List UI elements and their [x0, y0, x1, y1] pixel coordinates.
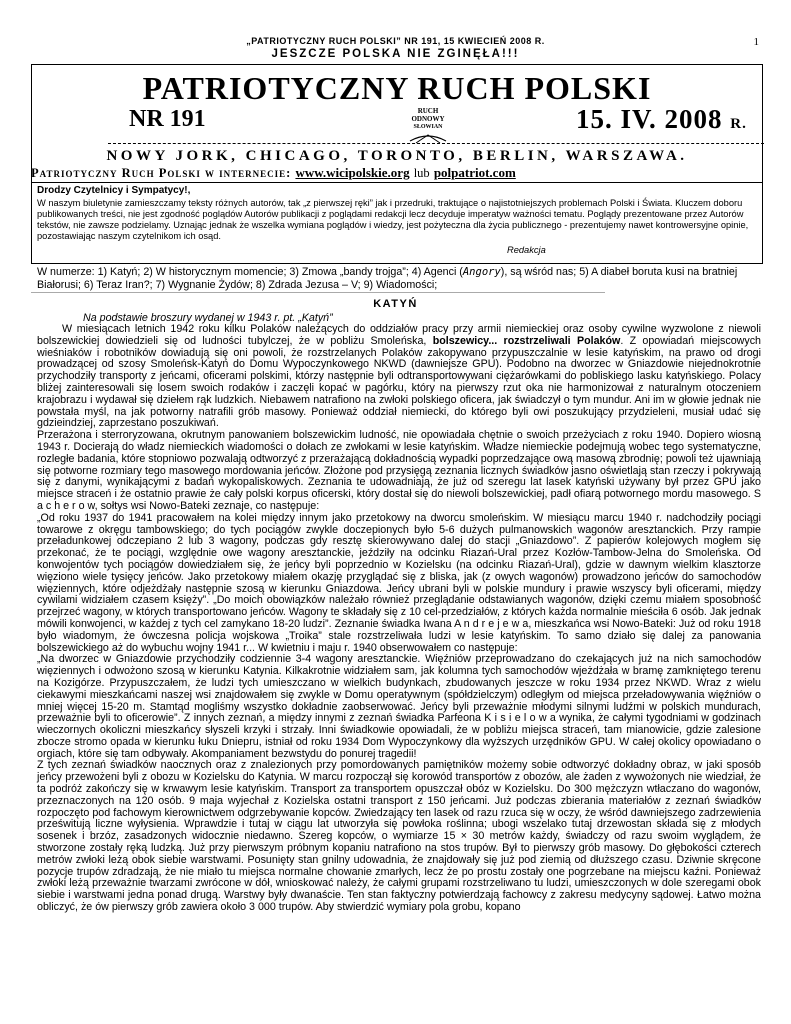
paragraph-1-text-b: . Z opowiadań miejscowych wieśniaków i robotników dowiadują się oni powoli, że rozstrzelanych Polaków zakopywano przypuszczalnie w lesie katyńskim, na prawo od drogi prowadzącej od szosy Smoleńsk-Katyń do Domu Wypoczynkowego NKWD (dawniejsze GPU). Podobno na dworzec w Gniazdowie niejednokrotnie przychodziły transporty z jeńcami, oficerami polskimi, którzy następnie byli odtransportowywani ciężarówkami do pobliskiego lasku katyńskiego. Polacy bliżej zainteresowali się losem swoich rodaków i zaczęli kopać w pagórku, który na pierwszy rzut oka nie harmonizował z naturalnym otoczeniem krajobrazu i wydawał się dziełem rąk ludzkich. Niebawem natrafiono na zwłoki polskiego oficera, jak świadczył o tym mundur. Ani im w głowie jednak nie powstała myśl, na jak potworny natrafili grób masowy. Ponieważ oddział niemiecki, do którego byli owi poszukujący przydzieleni, musiał udać się gdzieindziej, zaprzestano poszukiwań.	[37, 334, 761, 430]
link-separator: lub	[413, 166, 430, 180]
running-header: „PATRIOTYCZNY RUCH POLSKI” NR 191, 15 KWIECIEŃ 2008 R.	[246, 36, 545, 46]
internet-line	[31, 165, 516, 181]
intro-greeting: Drodzy Czytelnicy i Sympatycy!,	[37, 185, 191, 196]
paragraph-5: Z tych zeznań świadków naocznych oraz z znalezionych przy pomordowanych pamiętników możemy sobie odtworzyć dokładny obraz, w jaki sposób jeńcy przewożeni byli z obozu w Kozielsku do Katynia. W marcu rozpoczął się korowód transportów z obozów, ale żaden z wywożonych nie wiedział, że ta podróż zakończy się w krwawym lesie katyńskim. Transport za transportem opuszczał obóz w Kozielsku. Do 300 mężczyzn wtłaczano do wagonów, przeznaczonych na 120 osób. 9 maja wyjechał z Kozielska ostatni transport z 150 jeńcami. Już podczas zbierania materiałów z zeznań świadków rozpoczęto pod fachowym kierownictwem odgrzebywanie kopców. Zwiedzający ten lasek od razu rzuca się w oczy, że wśród dawniejszego zadrzewienia prześwitują liczne wyłysienia. Wprawdzie i tutaj w ciągu lat utworzyła się powłoka roślinna; ubogi wszelako tutaj drzewostan składa się z młodych sosenek i brzóz, zasadzonych widocznie niedawno. Szereg kopców, o wymiarze 15 × 30 metrów każdy, świadczy od razu swoim wyglądem, że stworzone zostały ręką ludzką. Już przy pierwszym próbnym kopaniu natrafiono na stos trupów. Był to pierwszy grób masowy. Do głębokości czterech metrów zwłoki leżą obok siebie warstwami. Posunięty stan gnilny udowadnia, że znajdowały się już pod ziemią od dłuższego czasu. Dziwnie skręcone pozycje trupów zdradzają, że nie miało tu miejsca normalne chowanie zmarłych, lecz że po prostu zostały one pogrzebane na miejscu kaźni. Ponieważ zwłoki leżą przeważnie twarzami zwrócone w dół, wnioskować należy, że całymi grupami rozstrzeliwano tu ludzi, umieszczonych w dole szeregami obok siebie i warstwami jedna ponad drugą. Warstwy były dwanaście. Ten stan faktyczny potwierdzają fachowcy z zakresu medycyny sądowej. Łatwo można obliczyć, że ów pierwszy grób zawiera około 3 000 trupów. Aby stwierdzić wymiary pola grobu, kopano	[37, 759, 761, 914]
page-number: 1	[753, 36, 759, 48]
intro-text: W naszym biuletynie zamieszczamy teksty różnych autorów, tak „z pierwszej ręki” jak i przedruki, traktujące o najistotniejszych problemach Polski i Świata. Kluczem doboru publikowanych treści, nie jest zgodność poglądów Autorów publikacji z poglądami redakcji lecz decyduje imperatyw ważności tematu. Poglądy prezentowane przez Autorów tekstów, nie zawsze podzielamy. Uznając jednak że wszelka wymiana poglądów i wiedzy, jest pożyteczna dla życia publicznego - prezentujemy nawet kontrowersyjne opinie, pozostawiając naszym czytelnikom ich osąd.	[37, 198, 749, 241]
ruch-odnowy-logo	[404, 107, 452, 139]
paragraph-4-text-a: „Na dworzec w Gniazdowie przychodziły codziennie 3-4 wagony aresztanckie. Więźniów przeprowadzano do czekających już na nich samochodów więziennych i odwożono szosą w kierunku Katynia. Kilkakrotnie widziałem sam, jak kolumna tych samochodów wjeżdżała w bramę zamkniętego terenu na Kozigórze. Przypuszczałem, że ludzi tych umieszczano w wielkich budynkach, zbudowanych jeszcze w roku 1934 przez NKWD. Wraz z wielu ciekawymi mieszkańcami naszej wsi znajdowałem się zwykle w Domu operatywnym (spółdzielczym) odległym od miejsca przeładowywania więźniów o mniej więcej 15-20 m. Stamtąd mogliśmy wszystko dokładnie zaobserwować. Jeńcy byli przeważnie młodymi silnymi ludźmi w polskich mundurach, przeważnie byli to oficerowie”. Z innych zeznań, a między innymi z zeznań świadka Parfeona	[37, 653, 761, 725]
contents-angory: Angory	[462, 266, 501, 278]
paragraph-1-emphasis: bolszewicy... rozstrzeliwali Polaków	[432, 334, 621, 347]
logo-text-top: RUCH ODNOWY	[411, 107, 445, 123]
witness-sacherow: S a c h e r o w	[37, 488, 761, 512]
witness-kisielow: K i s i e l o w a	[484, 712, 556, 725]
issue-date-suffix: R.	[730, 116, 747, 132]
issue-number: NR 191	[129, 106, 206, 132]
logo-text-bottom: SŁOWIAN	[413, 124, 443, 130]
internet-label: Patriotyczny Ruch Polski w internecie:	[31, 166, 292, 180]
article-body	[37, 324, 761, 914]
link-wicipolskie[interactable]: www.wicipolskie.org	[295, 165, 410, 180]
paragraph-1-text-a: W miesiącach letnich 1942 roku kilku Polaków należących do oddziałów pracy przy armii niemieckiej oraz osoby cywilne wyzwolone z niewoli bolszewickiej dowiedzieli się od ludności tubylczej, że w pobliżu Smoleńska,	[37, 323, 761, 347]
paragraph-2-text-a: Przerażona i sterroryzowana, okrutnym panowaniem bolszewickim ludność, nie opowiadała chętnie o swoich przeżyciach z roku 1940. Dopiero wiosną 1943 r. Docierają do władz niemieckich wiadomości o dołach ze zwłokami w lesie katyńskim. Władze niemieckie podejmują wobec tego systematyczne, rozległe badania, które stopniowo pozwalają odtworzyć z przerażającą dokładnością wypadki poprzedzające ową masową zbrodnię; powoli też ujawniają się potworne rozmiary tego masowego mordowania jeńców. Złożone pod przysięgą zeznania licznych świadków jasno oświetlają stan rzeczy i pokrywają się z danymi, wynikającymi z badań wykopaliskowych. Zeznania te udowadniają, że już od szeregu lat lasek katyński używany był przez GPU jako miejsce straceń i że ostatnio prawie że cały polski korpus oficerski, który dostał się do niewoli bolszewickiej, padł ofiarą potwornego mordu masowego.	[37, 429, 761, 501]
link-polpatriot[interactable]: polpatriot.com	[433, 165, 516, 180]
intro-signature: Redakcja	[507, 245, 546, 255]
contents-divider	[31, 292, 605, 293]
paragraph-2-text-b: , sołtys wsi Nowo-Bateki zeznaje, co następuje:	[94, 499, 320, 512]
masthead-divider	[108, 143, 764, 144]
internet-divider	[31, 182, 763, 183]
article-heading: KATYŃ	[373, 298, 418, 310]
paragraph-4-text-b: wynika, że całymi tygodniami w godzinach wieczornych okoliczni mieszkańcy słyszeli krzyki i strzały. Inni świadkowie opowiadali, że w pobliżu miejsca straceń, tam mianowicie, gdzie zalesione zbocze stromo opada w kierunku łuku Dniepru, istniał od roku 1934 Dom Wypoczynkowy dla wyższych urzędników GPU. W całej okolicy opowiadano o orgiach, które się tam odbywały. Akompaniament bezwstydu do ponurej tragedii!	[37, 712, 762, 760]
paragraph-3-text-b: , mieszkańca wsi Nowo-Bateki: Już od roku 1918 było wiadomym, że ówczesna policja wojskowa „Troika” stale rozstrzeliwała ludzi w lesie katyńskim. To samo działo się dalej za panowania bolszewickiego aż do wybuchu wojny 1941 r... W kwietniu i maju r. 1940 obserwowałem co następuje:	[37, 617, 761, 654]
paragraph-1	[37, 324, 761, 430]
table-of-contents	[37, 266, 761, 292]
contents-part1: W numerze: 1) Katyń; 2) W historycznym momencie; 3) Zmowa „bandy trojga”; 4) Agenci (	[37, 266, 463, 278]
article-subtitle: Na podstawie broszury wydanej w 1943 r. pt. „Katyń”	[83, 312, 333, 324]
witness-andrejew: A n d r e j e w a	[454, 617, 529, 630]
running-motto: JESZCZE POLSKA NIE ZGINĘŁA!!!	[271, 48, 520, 60]
issue-date	[576, 104, 747, 135]
paragraph-3	[37, 513, 761, 655]
contents-part2: ), są wśród nas; 5) A diabeł boruta kusi na bratniej Białorusi; 6) Teraz Iran?; 7) Wygnanie Żydów; 8) Zdrada Jezusa – V; 9) Wiadomości;	[37, 266, 738, 291]
issue-date-text: 15. IV. 2008	[576, 104, 723, 134]
paragraph-2	[37, 430, 761, 513]
cities-line: NOWY JORK, CHICAGO, TORONTO, BERLIN, WARSZAWA.	[106, 148, 688, 164]
masthead-title: PATRIOTYCZNY RUCH POLSKI	[142, 70, 652, 106]
paragraph-4	[37, 654, 761, 760]
paragraph-3-text-a: „Od roku 1937 do 1941 pracowałem na kolei między innym jako przetokowy na dworcu smoleńskim. W miesiącu marcu 1940 r. nadchodziły pociągi towarowe z okręgu tambowskiego; do tych pociągów zwykle doczepionych było 5-6 dużych pulmanowskich wagonów aresztanckich. Przy rampie przeładunkowej odczepiano 2 lub 3 wagony, podczas gdy resztę skierowywano dalej do stacji „Gniazdowo”. Z papierów kolejowych mogłem się przekonać, że te pociągi, względnie owe wagony aresztanckie, jeździły na odcinku Riazań-Ural przez Kozłów-Tambow-Jelna do Smoleńska. Od konwojentów tych pociągów dowiedziałem się, że jeńcy byli poprzednio w Kozielsku (na odcinku Riazań-Ural), gdzie w dawnym wielkim klasztorze więziono wiele tysięcy jeńców. Jako przetokowy miałem okazję przyglądać się z bliska, jak (z owych wagonów) prowadzono jeńców do samochodów więziennych, które odjeżdżały następnie szosą w kierunku Gniazdowa. Jeńcy ubrani byli w polskie mundury i prawie wszyscy byli oficerami, między cywilami widziałem czasem księży”. „Do moich obowiązków należało również przeglądanie odstawianych wagonów, dzięki czemu miałem sposobność przejrzeć wagony, w których transportowano jeńców. Wagony te składały się z 10 cel-przedziałów, z których każda normalnie mieściła 6 osób. Jak jednak mówili konwojenci, w każdej z tych cel zamykano 18-20 ludzi”. Zeznanie świadka Iwana	[37, 511, 761, 630]
